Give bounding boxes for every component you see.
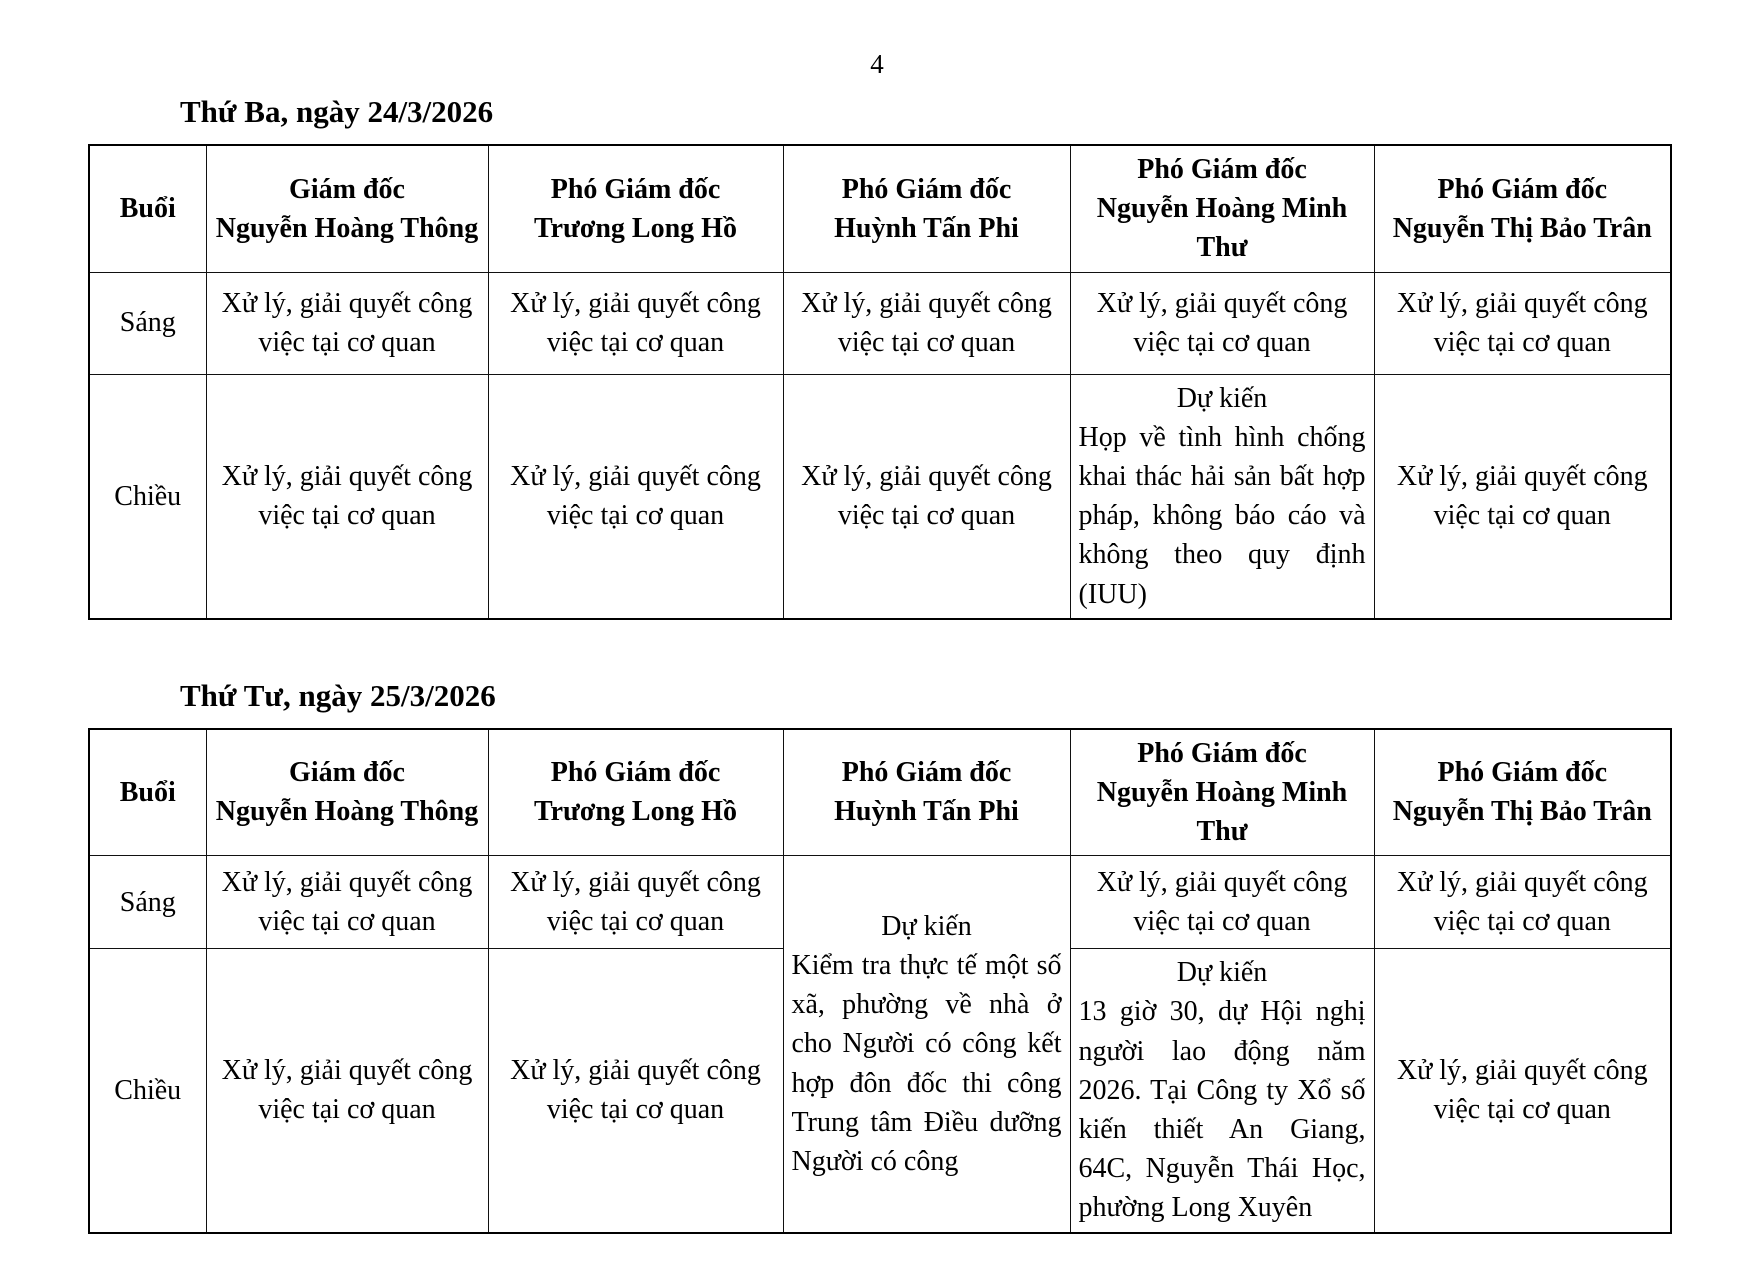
morning-row [89,272,1671,374]
header-row [89,729,1671,856]
director-title: Phó Giám đốc [1137,737,1307,769]
afternoon-row [89,374,1671,619]
schedule-cell: Xử lý, giải quyết công việc tại cơ quan [1374,272,1671,374]
header-session [89,729,206,856]
schedule-cell: Xử lý, giải quyết công việc tại cơ quan [1374,949,1671,1233]
header-director-bao-tran [1374,729,1671,856]
director-name: Nguyễn Hoàng Minh Thư [1096,776,1348,848]
header-director-thong [206,145,488,272]
planned-detail: Họp về tình hình chống khai thác hải sản bất hợp pháp, không báo cáo và không theo quy định (IUU) [1078,421,1366,610]
header-director-phi [783,729,1070,856]
director-name: Trương Long Hồ [534,796,737,828]
schedule-table-tuesday [88,144,1672,620]
schedule-cell: Xử lý, giải quyết công việc tại cơ quan [206,949,488,1233]
director-name: Trương Long Hồ [534,212,737,244]
director-name: Nguyễn Thị Bảo Trân [1392,212,1652,244]
director-name: Huỳnh Tấn Phi [834,212,1019,244]
director-title: Phó Giám đốc [1437,757,1608,789]
schedule-cell-special [1070,374,1374,619]
header-row [89,145,1671,272]
header-director-minh-thu [1070,729,1374,856]
director-title: Phó Giám đốc [841,173,1012,205]
director-title: Giám đốc [289,173,405,205]
schedule-cell-special-merged [783,856,1070,1233]
session-label-afternoon: Chiều [89,374,206,619]
header-director-ho [488,729,783,856]
planned-label: Dự kiến [881,910,972,942]
director-name: Huỳnh Tấn Phi [834,796,1019,828]
director-title: Phó Giám đốc [1437,173,1608,205]
director-title: Giám đốc [289,757,405,789]
schedule-cell: Xử lý, giải quyết công việc tại cơ quan [206,374,488,619]
schedule-table-wednesday [88,728,1672,1234]
director-name: Nguyễn Thị Bảo Trân [1392,796,1652,828]
planned-detail: 13 giờ 30, dự Hội nghị người lao động năm 2026. Tại Công ty Xổ số kiến thiết An Giang, 64C, Nguyễn Thái Học, phường Long Xuyên [1078,996,1366,1224]
header-director-thong [206,729,488,856]
schedule-cell: Xử lý, giải quyết công việc tại cơ quan [488,374,783,619]
schedule-cell: Xử lý, giải quyết công việc tại cơ quan [488,949,783,1233]
header-session [89,145,206,272]
session-label-afternoon: Chiều [89,949,206,1233]
planned-label: Dự kiến [1176,957,1268,989]
schedule-cell-special [1070,949,1374,1233]
planned-label: Dự kiến [1176,382,1268,414]
morning-row [89,856,1671,949]
schedule-cell: Xử lý, giải quyết công việc tại cơ quan [783,272,1070,374]
director-name: Nguyễn Hoàng Thông [215,796,479,828]
schedule-cell: Xử lý, giải quyết công việc tại cơ quan [206,856,488,949]
schedule-cell: Xử lý, giải quyết công việc tại cơ quan [1070,272,1374,374]
page-number: 4 [870,49,884,79]
schedule-cell: Xử lý, giải quyết công việc tại cơ quan [1374,374,1671,619]
session-label-morning: Sáng [89,272,206,374]
schedule-cell: Xử lý, giải quyết công việc tại cơ quan [488,272,783,374]
director-name: Nguyễn Hoàng Thông [215,212,479,244]
schedule-cell: Xử lý, giải quyết công việc tại cơ quan [1374,856,1671,949]
schedule-cell: Xử lý, giải quyết công việc tại cơ quan [783,374,1070,619]
director-name: Nguyễn Hoàng Minh Thư [1096,193,1348,264]
schedule-cell: Xử lý, giải quyết công việc tại cơ quan [1070,856,1374,949]
header-session-label: Buổi [119,776,176,808]
day-heading-tuesday: Thứ Ba, ngày 24/3/2026 [180,94,494,129]
director-title: Phó Giám đốc [550,173,721,205]
header-director-bao-tran [1374,145,1671,272]
header-session-label: Buổi [119,193,176,225]
director-title: Phó Giám đốc [841,757,1012,789]
header-director-ho [488,145,783,272]
director-title: Phó Giám đốc [550,757,721,789]
day-heading-wednesday: Thứ Tư, ngày 25/3/2026 [180,677,496,713]
header-director-phi [783,145,1070,272]
header-director-minh-thu [1070,145,1374,272]
schedule-cell: Xử lý, giải quyết công việc tại cơ quan [488,856,783,949]
planned-detail: Kiểm tra thực tế một số xã, phường về nhà ở cho Người có công kết hợp đôn đốc thi công Trung tâm Điều dưỡng Người có công [791,949,1062,1177]
schedule-cell: Xử lý, giải quyết công việc tại cơ quan [206,272,488,374]
session-label-morning: Sáng [89,856,206,949]
director-title: Phó Giám đốc [1137,154,1307,185]
